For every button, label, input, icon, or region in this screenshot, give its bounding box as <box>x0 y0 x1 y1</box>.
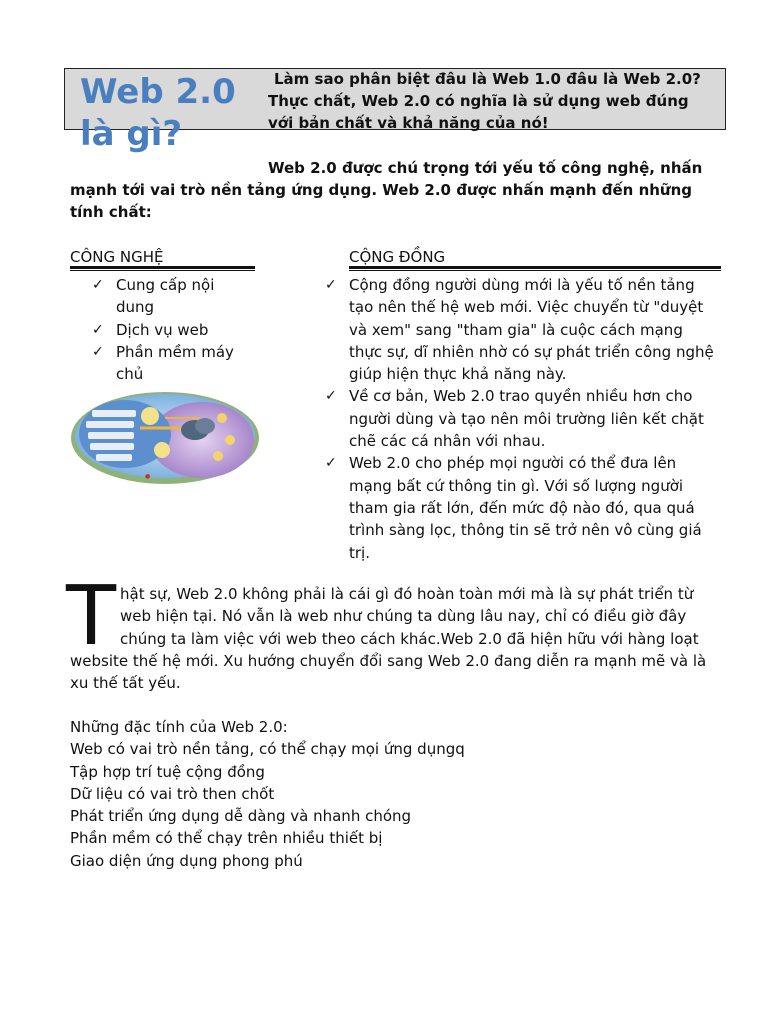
list-item: ✓ Dịch vụ web <box>92 319 252 341</box>
list-item: Phát triển ứng dụng dễ dàng và nhanh chóng <box>70 807 412 826</box>
features-section <box>70 716 465 872</box>
community-list <box>325 274 720 564</box>
header-line-1: Làm sao phân biệt đâu là Web 1.0 đâu là Web 2.0? <box>274 70 701 88</box>
page-title <box>80 70 236 156</box>
list-item: ✓ Web 2.0 cho phép mọi người có thể đưa lên mạng bất cứ thông tin gì. Với số lượng người tham gia rất lớn, đến mức độ nào đó, qua quá trình sàng lọc, thông tin sẽ trở nên vô cùng giá trị. <box>325 454 702 562</box>
community-heading-rule <box>349 266 721 271</box>
header-line-3: với bản chất và khả năng của nó! <box>268 114 549 132</box>
community-heading: CỘNG ĐỒNG <box>349 248 446 266</box>
drop-cap: T <box>66 569 117 664</box>
list-item: Dữ liệu có vai trò then chốt <box>70 784 275 803</box>
technology-list <box>92 274 252 385</box>
title-line-1: Web 2.0 <box>80 72 236 112</box>
list-item: ✓ Cộng đồng người dùng mới là yếu tố nền tảng tạo nên thế hệ web mới. Việc chuyển từ "duyệt và xem" sang "tham gia" là cuộc cách mạng thực sự, dĩ nhiên nhờ có sự phát triển công nghệ giúp hiện thực khả năng này. <box>325 276 714 384</box>
check-icon: ✓ <box>325 388 337 405</box>
body-line-2: web hiện tại. Nó vẫn là web như chúng ta dùng lâu nay, chỉ có điều giờ đây <box>120 607 687 626</box>
intro-paragraph: Web 2.0 được chú trọng tới yếu tố công nghệ, nhấn mạnh tới vai trò nền tảng ứng dụng. Web 2.0 được nhấn mạnh đến những tính chất: <box>70 159 703 221</box>
svg-text:●: ● <box>145 473 151 480</box>
body-line-3: chúng ta làm việc với web theo cách khác.Web 2.0 đã hiện hữu với hàng loạt <box>120 629 699 648</box>
body-rest: website thế hệ mới. Xu hướng chuyển đổi sang Web 2.0 đang diễn ra mạnh mẽ và là xu thế tất yếu. <box>70 651 707 693</box>
header-line-2: Thực chất, Web 2.0 có nghĩa là sử dụng web đúng <box>268 92 689 110</box>
technology-heading-rule <box>70 266 255 271</box>
title-line-2: là gì? <box>80 114 183 154</box>
technology-heading: CÔNG NGHỆ <box>70 248 164 266</box>
list-item: Web có vai trò nền tảng, có thể chạy mọi ứng dụngq <box>70 740 465 759</box>
list-item: ✓ Cung cấp nội dung <box>92 276 215 317</box>
list-item: Giao diện ứng dụng phong phú <box>70 851 303 870</box>
check-icon: ✓ <box>92 321 104 338</box>
list-item: ✓ Về cơ bản, Web 2.0 trao quyền nhiều hơn cho người dùng và tạo nên môi trường liên kết chặt chẽ các cá nhân với nhau. <box>325 387 704 451</box>
check-icon: ✓ <box>92 343 104 360</box>
features-heading: Những đặc tính của Web 2.0: <box>70 718 288 736</box>
web20-diagram-image <box>70 388 260 488</box>
body-paragraph <box>70 583 720 694</box>
header-question <box>268 68 723 134</box>
list-item: ✓ Phần mềm máy chủ <box>92 342 234 384</box>
list-item: Phần mềm có thể chạy trên nhiều thiết bị <box>70 829 383 848</box>
check-icon: ✓ <box>325 277 337 293</box>
check-icon: ✓ <box>325 455 337 472</box>
list-item: Tập hợp trí tuệ cộng đồng <box>70 762 265 781</box>
body-line-1: hật sự, Web 2.0 không phải là cái gì đó hoàn toàn mới mà là sự phát triển từ <box>120 585 694 603</box>
check-icon: ✓ <box>92 277 104 293</box>
